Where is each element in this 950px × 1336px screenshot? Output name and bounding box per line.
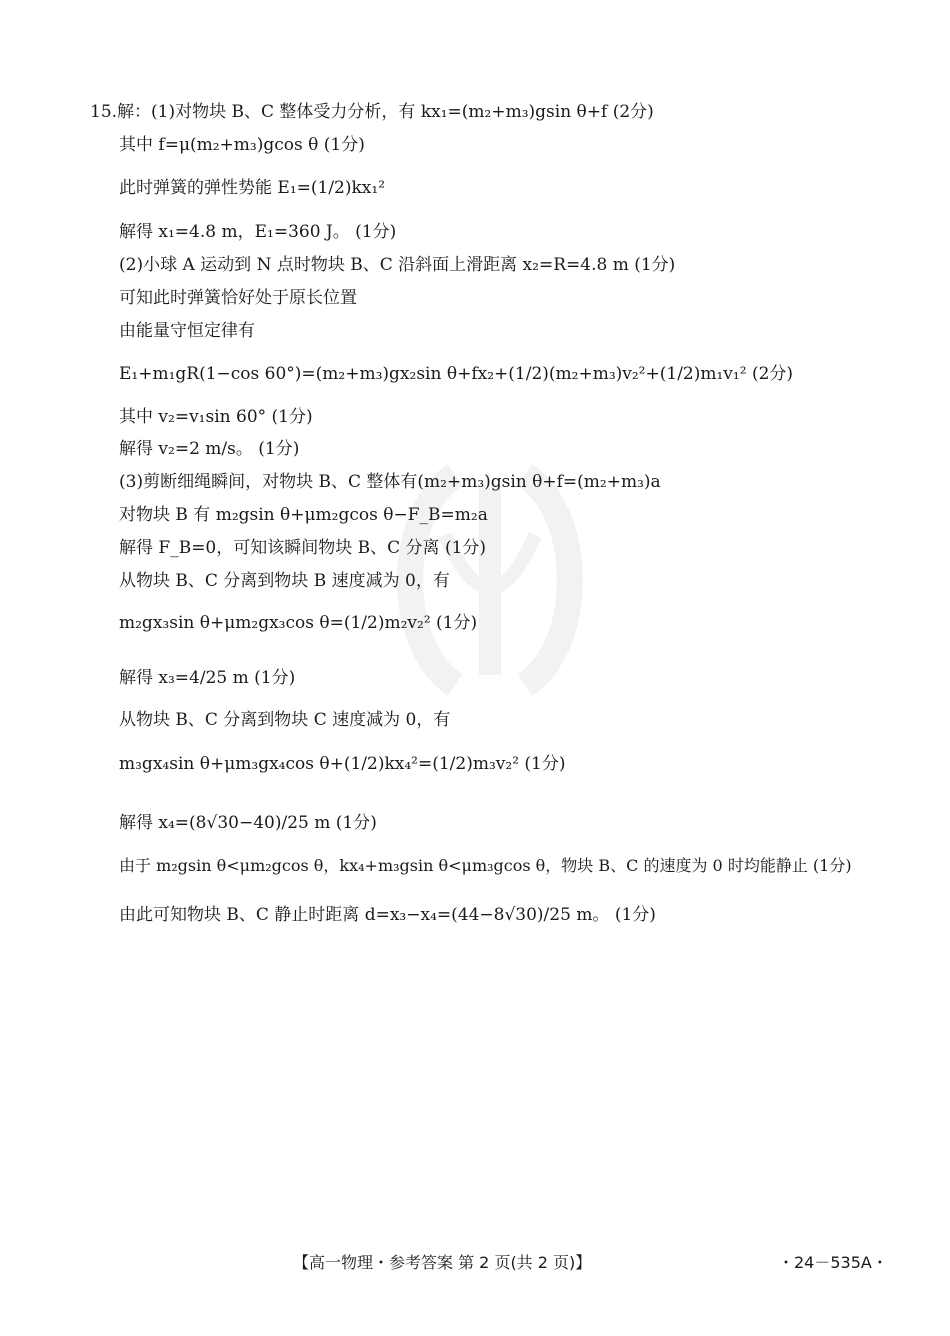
solution-line: 由于 m₂gsin θ<μm₂gcos θ，kx₄+m₃gsin θ<μm₃gcos θ，物块 B、C 的速度为 0 时均能静止 (1分) (119, 856, 852, 875)
solution-line: 可知此时弹簧恰好处于原长位置 (119, 288, 357, 308)
solution-line: 解得 x₁=4.8 m，E₁=360 J。 (1分) (119, 222, 397, 242)
solution-line: 此时弹簧的弹性势能 E₁=(1/2)kx₁² (119, 178, 386, 198)
footer-code: ・24－535A・ (778, 1253, 888, 1272)
solution-line: 解得 x₄=(8√30−40)/25 m (1分) (119, 813, 377, 833)
solution-line: 15.解：(1)对物块 B、C 整体受力分析，有 kx₁=(m₂+m₃)gsin θ+f (2分) (90, 102, 654, 122)
solution-line: m₃gx₄sin θ+μm₃gx₄cos θ+(1/2)kx₄²=(1/2)m₃v₂² (1分) (119, 754, 566, 774)
solution-line: 由能量守恒定律有 (119, 321, 255, 341)
solution-line: E₁+m₁gR(1−cos 60°)=(m₂+m₃)gx₂sin θ+fx₂+(1/2)(m₂+m₃)v₂²+(1/2)m₁v₁² (2分) (119, 364, 794, 384)
solution-line: 解得 F_B=0，可知该瞬间物块 B、C 分离 (1分) (119, 538, 487, 558)
solution-line: (2)小球 A 运动到 N 点时物块 B、C 沿斜面上滑距离 x₂=R=4.8 m (1分) (119, 255, 676, 275)
solution-line: 解得 v₂=2 m/s。 (1分) (119, 439, 300, 459)
solution-line: 其中 f=μ(m₂+m₃)gcos θ (1分) (119, 135, 365, 155)
solution-line: 从物块 B、C 分离到物块 B 速度减为 0，有 (119, 571, 450, 591)
footer-page-info: 【高一物理・参考答案 第 2 页(共 2 页)】 (293, 1253, 592, 1272)
solution-line: 由此可知物块 B、C 静止时距离 d=x₃−x₄=(44−8√30)/25 m。 (1分) (119, 905, 656, 925)
solution-line: 解得 x₃=4/25 m (1分) (119, 668, 296, 688)
solution-line: 从物块 B、C 分离到物块 C 速度减为 0，有 (119, 710, 451, 730)
solution-line: (3)剪断细绳瞬间，对物块 B、C 整体有(m₂+m₃)gsin θ+f=(m₂+m₃)a (119, 472, 661, 492)
solution-line: 其中 v₂=v₁sin 60° (1分) (119, 407, 313, 427)
solution-line: m₂gx₃sin θ+μm₂gx₃cos θ=(1/2)m₂v₂² (1分) (119, 613, 478, 633)
solution-line: 对物块 B 有 m₂gsin θ+μm₂gcos θ−F_B=m₂a (119, 505, 488, 525)
